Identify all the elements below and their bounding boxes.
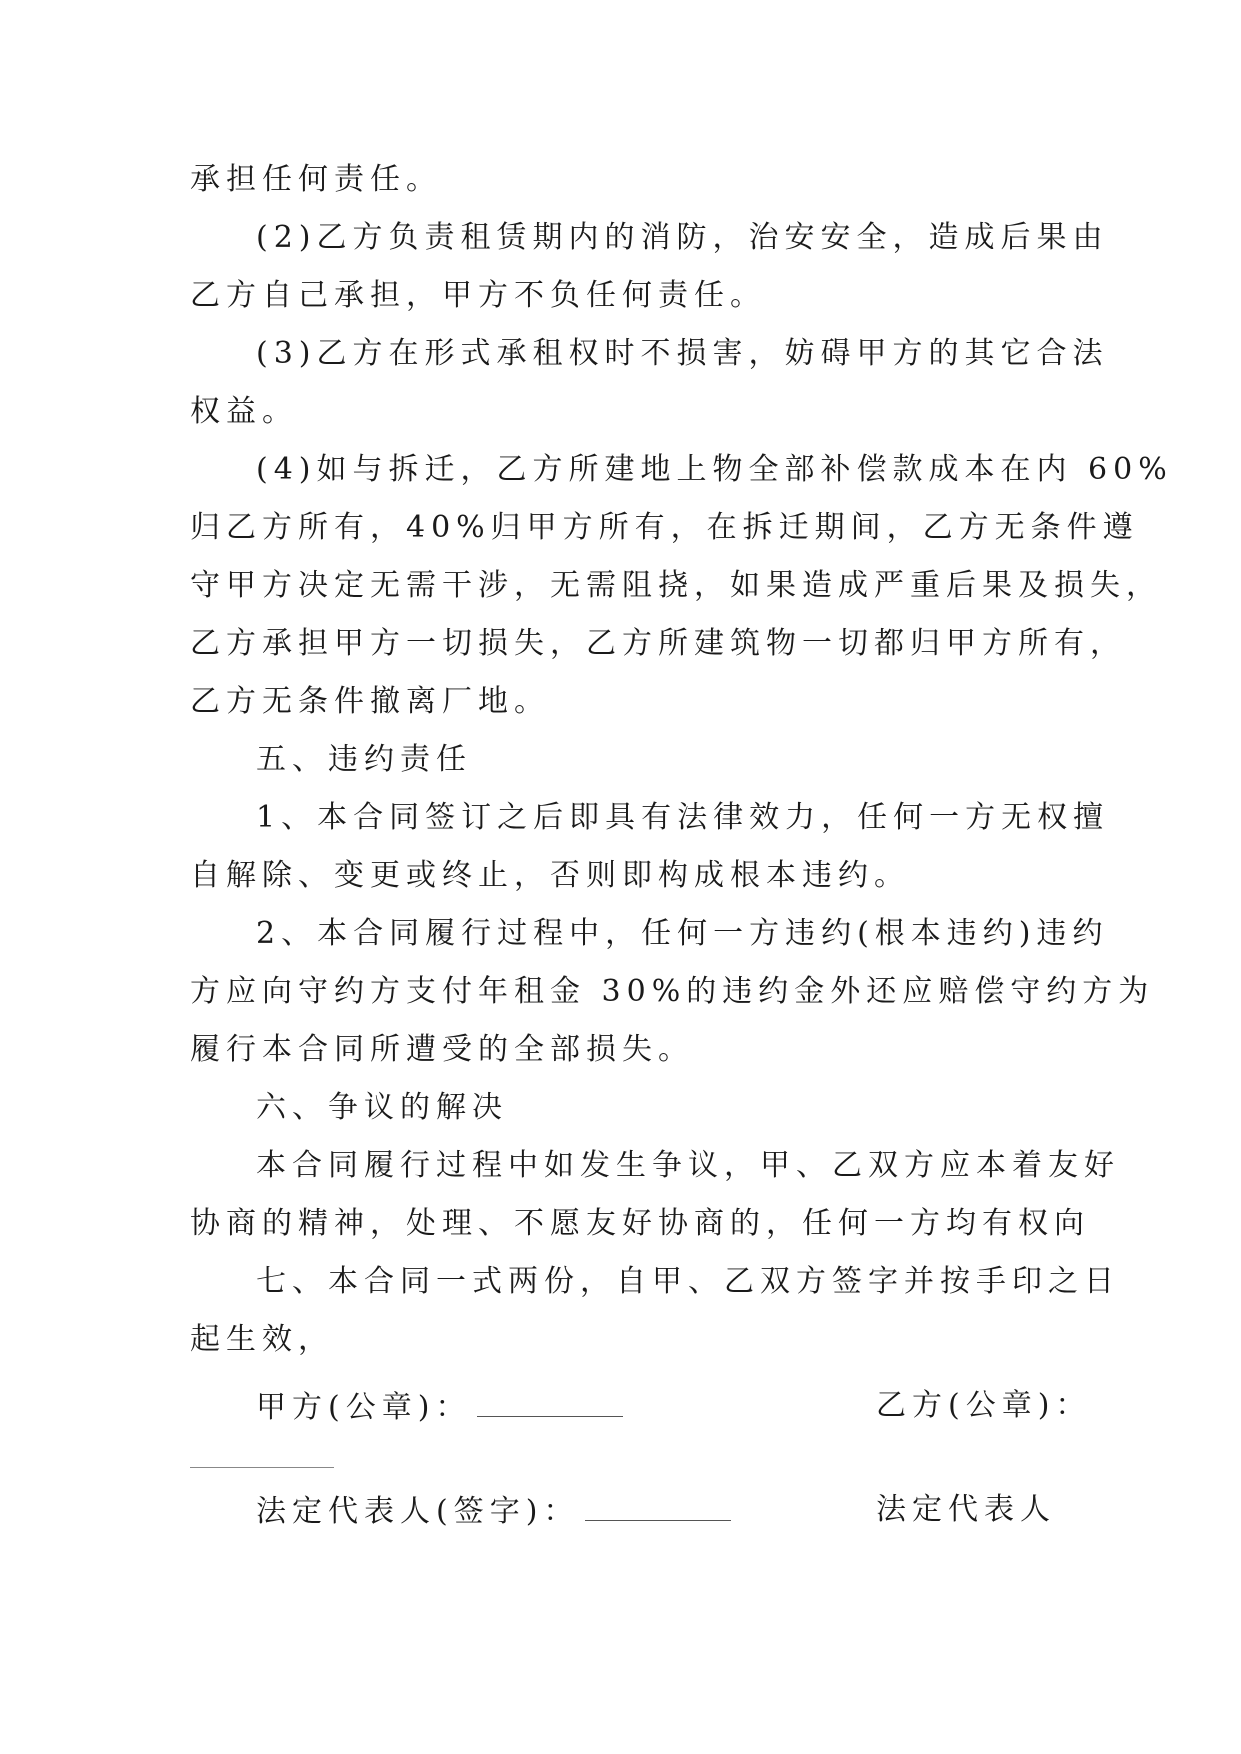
text-line: 起生效，	[190, 1322, 334, 1357]
text-line: 守甲方决定无需干涉，无需阻挠，如果造成严重后果及损失，	[190, 568, 1162, 603]
party-a-seal-label: 甲方(公章)：	[256, 1390, 472, 1425]
text-line: 本合同履行过程中如发生争议，甲、乙双方应本着友好	[256, 1148, 1120, 1183]
text-line: 乙方承担甲方一切损失，乙方所建筑物一切都归甲方所有，	[190, 626, 1126, 661]
section-heading: 六、争议的解决	[256, 1090, 508, 1125]
party-b-rep-label: 法定代表人	[876, 1492, 1056, 1527]
party-a-seal-line	[256, 1386, 623, 1426]
party-a-rep-line	[256, 1490, 731, 1530]
section-heading: 五、违约责任	[256, 742, 472, 777]
text-line: 1、本合同签订之后即具有法律效力，任何一方无权擅	[256, 800, 1110, 835]
party-a-rep-label: 法定代表人(签字)：	[256, 1494, 580, 1529]
text-line: (2)乙方负责租赁期内的消防，治安安全，造成后果由	[256, 220, 1109, 255]
text-line: 自解除、变更或终止，否则即构成根本违约。	[190, 858, 910, 893]
text-line: 承担任何责任。	[190, 162, 442, 197]
text-line: 乙方自己承担，甲方不负任何责任。	[190, 278, 766, 313]
party-b-seal-label: 乙方(公章)：	[876, 1388, 1092, 1423]
text-line: 履行本合同所遭受的全部损失。	[190, 1032, 694, 1067]
text-line: 2、本合同履行过程中，任何一方违约(根本违约)违约	[256, 916, 1109, 951]
text-line: (4)如与拆迁，乙方所建地上物全部补偿款成本在内 60%	[256, 452, 1173, 487]
text-line: 方应向守约方支付年租金 30%的违约金外还应赔偿守约方为	[190, 974, 1155, 1009]
party-b-seal-blank[interactable]	[190, 1467, 334, 1468]
party-a-seal-blank[interactable]	[477, 1386, 623, 1417]
text-line: 协商的精神，处理、不愿友好协商的，任何一方均有权向	[190, 1206, 1090, 1241]
text-line: 权益。	[190, 394, 298, 429]
party-a-rep-blank[interactable]	[585, 1490, 731, 1521]
text-line: 乙方无条件撤离厂地。	[190, 684, 550, 719]
text-line: 七、本合同一式两份，自甲、乙双方签字并按手印之日	[256, 1264, 1120, 1299]
text-line: (3)乙方在形式承租权时不损害，妨碍甲方的其它合法	[256, 336, 1109, 371]
text-line: 归乙方所有，40%归甲方所有，在拆迁期间，乙方无条件遵	[190, 510, 1139, 545]
